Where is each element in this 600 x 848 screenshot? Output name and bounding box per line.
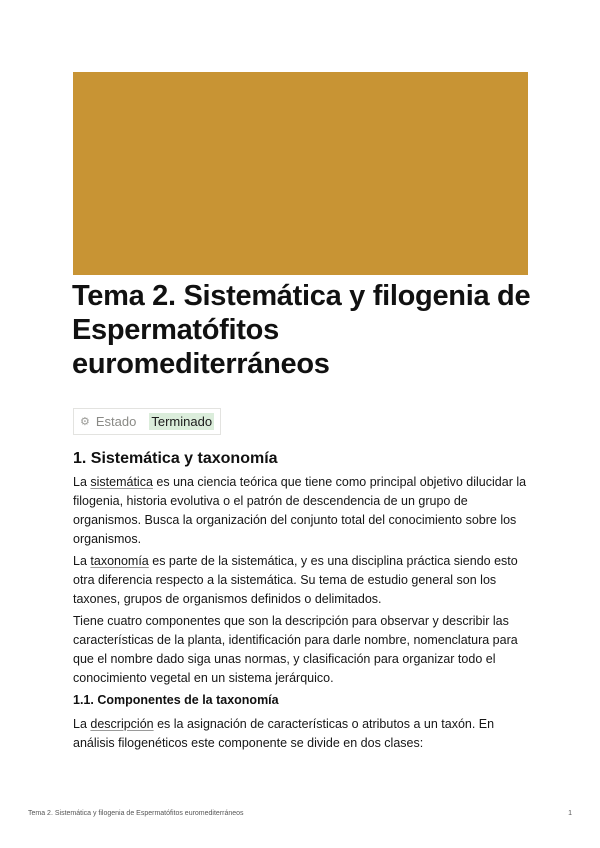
term-link[interactable]: taxonomía (90, 554, 149, 568)
term-link[interactable]: descripción (90, 717, 154, 731)
page-footer: Tema 2. Sistemática y filogenia de Espermatófitos euromediterráneos (28, 810, 244, 817)
status-badge[interactable] (143, 409, 220, 434)
page-title: Tema 2. Sistemática y filogenia de Espermatófitos euromediterráneos (72, 280, 531, 380)
property-label (74, 409, 143, 434)
paragraph-text: La (73, 554, 91, 568)
paragraph-text: es una ciencia teórica que tiene como principal objetivo dilucidar la filogenia, historia evolutiva o el patrón de descendencia de un grupo de organismos. Busca la organización del conjunto total del conocimiento sobre los organismos. (73, 475, 527, 546)
paragraph-sistematica (73, 473, 531, 549)
paragraph-text: es la asignación de características o atributos a un taxón. En análisis filogenéticos este componente se divide en dos clases: (73, 717, 495, 750)
paragraph-componentes: Tiene cuatro componentes que son la descripción para observar y describir las características de la planta, identificación para darle nombre, nomenclatura para que el nombre dado siga unas normas, y clasificación para organizar todo el conocimiento vegetal en un sistema jerárquico. (73, 614, 518, 685)
paragraph-text: La (73, 717, 91, 731)
paragraph-taxonomia (73, 552, 531, 609)
paragraph-descripcion (73, 715, 531, 753)
property-label-text: Estado (95, 414, 137, 429)
status-badge-text: Terminado (151, 414, 213, 429)
section-heading: 1. Sistemática y taxonomía (73, 450, 278, 467)
page-number: 1 (568, 810, 572, 817)
paragraph-text: La (73, 475, 91, 489)
status-property[interactable] (73, 408, 221, 435)
cover-image (73, 72, 528, 275)
subsection-heading: 1.1. Componentes de la taxonomía (73, 693, 279, 707)
paragraph-text: es parte de la sistemática, y es una disciplina práctica siendo esto otra diferencia respecto a la sistemática. Su tema de estudio general son los taxones, grupos de organismos definidos o delimitados. (73, 554, 518, 606)
gear-icon: ⚙ (80, 416, 90, 428)
term-link[interactable]: sistemática (90, 475, 153, 489)
